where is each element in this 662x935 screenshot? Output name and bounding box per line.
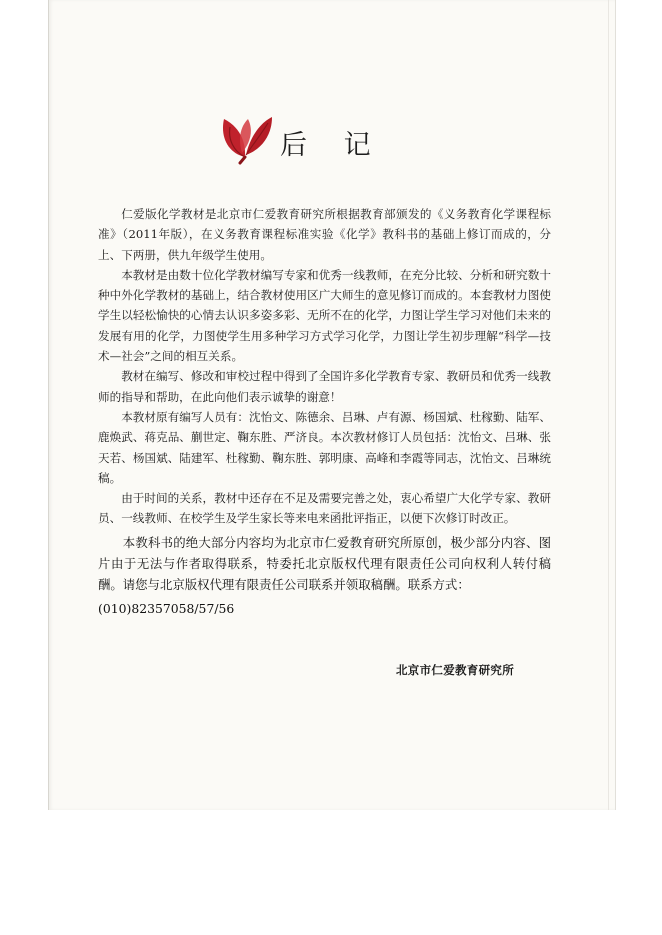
paragraph-feedback: 由于时间的关系，教材中还存在不足及需要完善之处，衷心希望广大化学专家、教研员、一线教师、在校学生及学生家长等来电来函批评指正，以便下次修订时改正。 xyxy=(98,491,551,526)
paragraph-acknowledgement: 教材在编写、修改和审校过程中得到了全国许多化学教育专家、教研员和优秀一线教师的指导和帮助，在此向他们表示诚挚的谢意！ xyxy=(98,369,551,404)
page-title: 后 记 xyxy=(280,129,385,161)
contact-phone: (010)82357058/57/56 xyxy=(98,600,235,616)
paragraph-authors: 本教材原有编写人员有：沈怡文、陈德余、吕琳、卢有源、杨国斌、杜稼勤、陆军、鹿焕武、蒋克品、蒯世定、鞠东胜、严济良。本次教材修订人员包括：沈怡文、吕琳、张天若、杨国斌、陆建军、杜稼勤、鞠东胜、郭明康、高峰和李霞等同志，沈怡文、吕琳统稿。 xyxy=(98,409,551,485)
afterword-heading xyxy=(218,113,385,165)
paragraph-intro: 仁爱版化学教材是北京市仁爱教育研究所根据教育部颁发的《义务教育化学课程标准》（2011年版），在义务教育课程标准实验《化学》教科书的基础上修订而成的，分上、下两册，供九年级学生使用。 xyxy=(98,207,551,262)
publisher-signature: 北京市仁爱教育研究所 xyxy=(396,663,514,677)
paragraph-copyright: 本教科书的绝大部分内容均为北京市仁爱教育研究所原创，极少部分内容、图片由于无法与作者取得联系，特委托北京版权代理有限责任公司向权利人转付稿酬。请您与北京版权代理有限责任公司联系并领取稿酬。联系方式： xyxy=(98,534,551,592)
paragraph-compilation: 本教材是由数十位化学教材编写专家和优秀一线教师，在充分比较、分析和研究数十种中外化学教材的基础上，结合教材使用区广大师生的意见修订而成的。本套教材力图使学生以轻松愉快的心情去认识多姿多彩、无所不在的化学，力图让学生学习对他们未来的发展有用的化学，力图使学生用多种学习方式学习化学，力图让学生初步理解“科学—技术—社会”之间的相互关系。 xyxy=(98,267,551,364)
red-leaf-icon xyxy=(218,113,274,165)
afterword-body xyxy=(98,204,551,619)
